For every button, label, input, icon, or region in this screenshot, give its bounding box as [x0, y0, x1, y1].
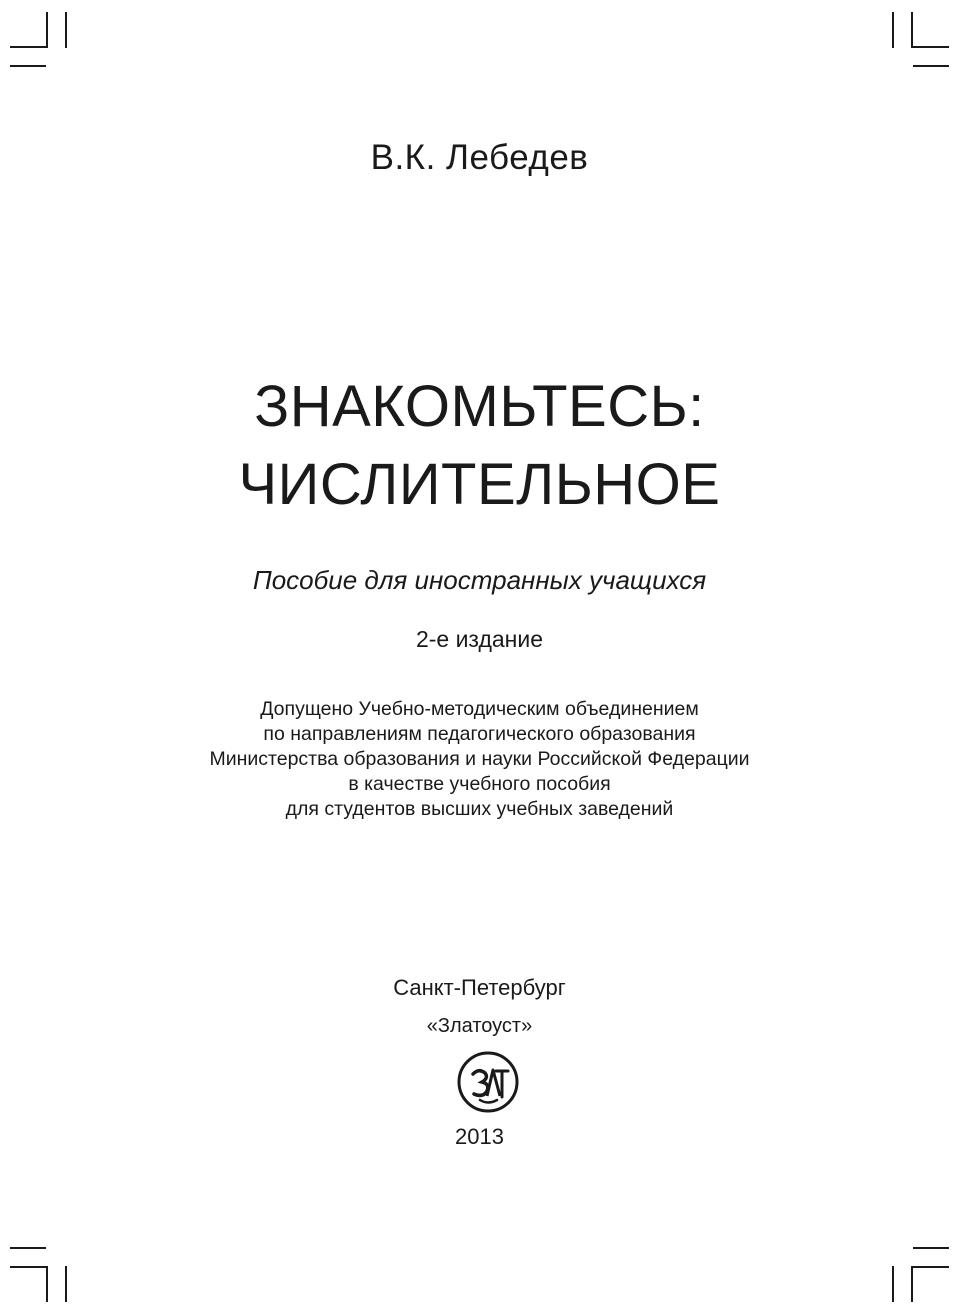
crop-mark [46, 1266, 48, 1302]
approval-line: Допущено Учебно-методическим объединением [260, 698, 699, 720]
crop-mark [911, 1266, 913, 1302]
publication-city: Санкт-Петербург [393, 975, 566, 1000]
approval-line: Министерства образования и науки Российской Федерации [209, 748, 750, 770]
crop-mark [65, 12, 67, 48]
approval-line: по направлениям педагогического образования [263, 723, 696, 745]
publisher-name: «Златоуст» [426, 1015, 533, 1037]
crop-mark [10, 1266, 46, 1268]
crop-mark [911, 12, 913, 48]
crop-mark [10, 1247, 46, 1249]
approval-line: для студентов высших учебных заведений [285, 798, 674, 820]
crop-mark [892, 1266, 894, 1302]
crop-mark [913, 65, 949, 67]
crop-mark [913, 1247, 949, 1249]
approval-line: в качестве учебного пособия [348, 773, 611, 795]
crop-mark [913, 46, 949, 48]
publication-year: 2013 [455, 1124, 504, 1149]
book-title-line-1: ЗНАКОМЬТЕСЬ: [254, 374, 705, 439]
publisher-logo-icon [456, 1050, 520, 1114]
crop-mark [10, 65, 46, 67]
crop-mark [10, 46, 46, 48]
crop-mark [46, 12, 48, 48]
edition-label: 2-е издание [415, 626, 544, 652]
book-subtitle: Пособие для иностранных учащихся [252, 565, 707, 595]
book-title-line-2: ЧИСЛИТЕЛЬНОЕ [238, 452, 721, 517]
crop-mark [913, 1266, 949, 1268]
author-name: В.К. Лебедев [370, 138, 589, 177]
crop-mark [65, 1266, 67, 1302]
crop-mark [892, 12, 894, 48]
